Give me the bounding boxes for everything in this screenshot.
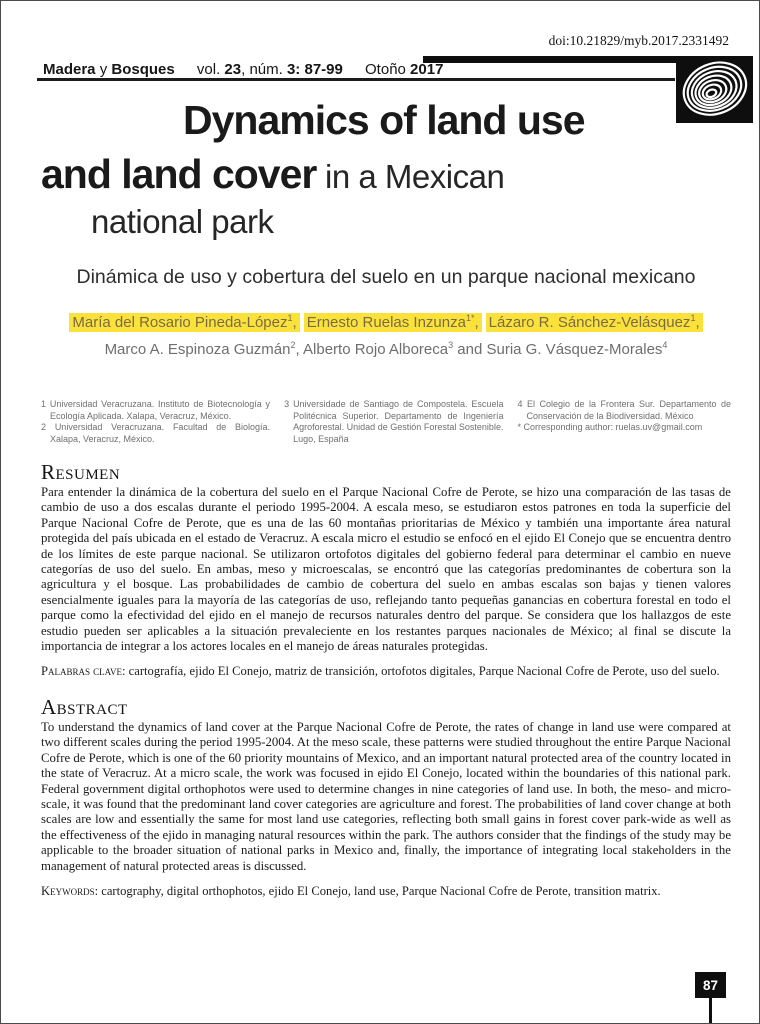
article-content [41, 97, 731, 899]
season-reg: Otoño [365, 61, 411, 78]
masthead [43, 61, 461, 78]
author-line-2 [41, 334, 731, 361]
affiliation-item [517, 399, 731, 422]
issue-pages: 3: 87-99 [286, 61, 343, 78]
author-sep: , [292, 314, 297, 331]
keywords-text: cartography, digital orthophotos, ejido El Conejo, land use, Parque Nacional Cofre de Perote, transition matrix. [98, 883, 661, 898]
doi-text: doi:10.21829/myb.2017.2331492 [548, 33, 729, 48]
affiliation-marker: 3 [284, 399, 290, 409]
author-affmark: 1 [287, 313, 293, 323]
author-name: María del Rosario Pineda-López [72, 314, 288, 331]
palabras-clave-label: Palabras clave: [41, 664, 126, 679]
affiliation-marker: 1 [41, 399, 47, 409]
affiliation-item [284, 399, 503, 445]
author-name: Ernesto Ruelas Inzunza [306, 314, 466, 331]
corresponding-author-email: Corresponding author: ruelas.uv@gmail.com [523, 422, 703, 432]
journal-name [43, 61, 175, 78]
page-number-rule [709, 998, 712, 1024]
author-name: Lázaro R. Sánchez-Velásquez [488, 314, 691, 331]
resumen-body: Para entender la dinámica de la cobertura del suelo en el Parque Nacional Cofre de Perote, se hizo una comparación de las tasas de cambio de uso a dos escalas durante el periodo 1995-2004. A escala meso, se estudiaron estos patrones en toda la superficie del Parque Nacional Cofre de Perote, que es una de las 60 montañas prioritarias de México y también una importante área natural protegida del país ubicada en el estado de Veracruz. A escala micro el estudio se enfocó en el ejido El Conejo que se encuentra dentro de los límites de este parque nacional. Se utilizaron ortofotos digitales del gobierno federal para determinar el cambio en nueve categorías de uso del suelo. En ambas, meso y microescalas, se encontró que las categorías predominantes de cobertura son la agricultura y el bosque. Las probabilidades de cambio de cobertura del suelo en ambas escalas son bajas y tienen valores esencialmente iguales para la mayoría de las categorías de uso, reflejando tanto pequeñas ganancias en cobertura forestal en todo el parque como la efectividad del ejido en el manejo de recursos naturales dentro del parque. Se considera que los hallazgos de este estudio pueden ser aplicables a la situación prevaleciente en los restantes parques nacionales de México; al final se discute la importancia de integrar a los actores locales en el manejo de áreas naturales protegidas. [41, 485, 731, 654]
authors-block [41, 307, 731, 361]
resumen-heading: Resumen [41, 460, 121, 484]
affiliation-item [41, 399, 270, 422]
season-year: 2017 [410, 61, 444, 78]
author-name: Marco A. Espinoza Guzmán [104, 341, 291, 358]
author-sep: , [695, 314, 700, 331]
author-affmark: 3 [448, 340, 454, 350]
author-highlight [304, 313, 482, 332]
abstract-heading: Abstract [41, 694, 128, 719]
spanish-subtitle: Dinámica de uso y cobertura del suelo en un parque nacional mexicano [76, 266, 696, 288]
author-sep: , [295, 341, 304, 358]
corresponding-author-note [517, 422, 731, 434]
keywords-label: Keywords: [41, 883, 99, 898]
affiliation-text: Universidad Veracruzana. Facultad de Biología. Xalapa, Veracruz, México. [50, 422, 271, 444]
page-number-badge: 87 [695, 972, 726, 998]
abstract-section [41, 696, 731, 899]
journal-name-bold2: Bosques [111, 61, 175, 78]
palabras-clave-text: cartografía, ejido El Conejo, matriz de transición, ortofotos digitales, Parque Nacional Cofre de Perote, uso del suelo. [125, 664, 720, 679]
season-info [365, 61, 443, 78]
journal-name-bold1: Madera [43, 61, 96, 78]
issue-info [197, 61, 343, 78]
affiliation-column-3 [517, 399, 731, 445]
title-light-part: in a Mexican [316, 158, 505, 195]
author-name: Suria G. Vásquez-Morales [486, 341, 663, 358]
article-title-line1: Dynamics of land use [183, 97, 585, 143]
keywords-line [41, 884, 731, 899]
title-bold-part: and land cover [41, 151, 317, 197]
author-affmark: 1* [465, 313, 475, 323]
author-affmark: 2 [290, 340, 296, 350]
journal-name-reg: y [95, 61, 112, 78]
article-title-line3: national park [91, 203, 274, 240]
author-highlight [69, 313, 299, 332]
affiliation-marker: * [517, 422, 521, 432]
author-affmark: 4 [662, 340, 668, 350]
affiliation-column-2 [284, 399, 503, 445]
issue-reg1: vol. [196, 61, 225, 78]
resumen-section [41, 461, 731, 680]
author-highlight [486, 313, 703, 332]
affiliation-marker: 2 [41, 422, 47, 432]
author-sep: , [474, 314, 479, 331]
author-name: Alberto Rojo Alboreca [303, 341, 449, 358]
affiliation-item [41, 422, 270, 445]
article-title-line2 [41, 149, 731, 202]
author-line-1 [41, 307, 731, 334]
author-affmark: 1 [690, 313, 696, 323]
affiliation-marker: 4 [517, 399, 523, 409]
issue-reg2: , núm. [241, 61, 287, 78]
affiliation-text: Universidad Veracruzana. Instituto de Biotecnología y Ecología Aplicada. Xalapa, Veracruz, México. [49, 399, 271, 421]
affiliation-column-1 [41, 399, 270, 445]
author-sep: and [453, 341, 487, 358]
abstract-body: To understand the dynamics of land cover at the Parque Nacional Cofre de Perote, the rates of change in land use were compared at two different scales during the period 1995-2004. At the meso scale, these patterns were studied throughout the entire Parque Nacional Cofre de Perote, which is one of the 60 priority mountains of Mexico, and an important natural protected area of the country located in the state of Veracruz. At a micro scale, the work was focused in ejido El Conejo, located within the boundaries of this national park. Federal government digital orthophotos were used to determine changes in nine categories of land use. In both, the meso- and micro-scale, it was found that the predominant land cover categories are agriculture and forest. The probabilities of land cover change at both scales are low and essentially the same for most land use categories, reflecting both small gains in forest cover park-wide as well as the effectiveness of the ejido in managing natural resources within the park. The authors consider that the findings of the study may be applicable to the broader situation of national parks in Mexico and, finally, the importance of integrating local stakeholders in the management of natural protected areas is discussed. [41, 719, 731, 873]
affiliation-text: Universidade de Santiago de Compostela. Escuela Politécnica Superior. Departamento de Ingeniería Agroforestal. Unidad de Gestión Forestal Sostenible. Lugo, España [293, 399, 504, 444]
palabras-clave-line [41, 664, 731, 679]
affiliations [41, 399, 731, 445]
issue-vol: 23 [224, 61, 242, 78]
affiliation-text: El Colegio de la Frontera Sur. Departamento de Conservación de la Biodiversidad. México [526, 399, 731, 421]
masthead-rule [37, 78, 675, 81]
